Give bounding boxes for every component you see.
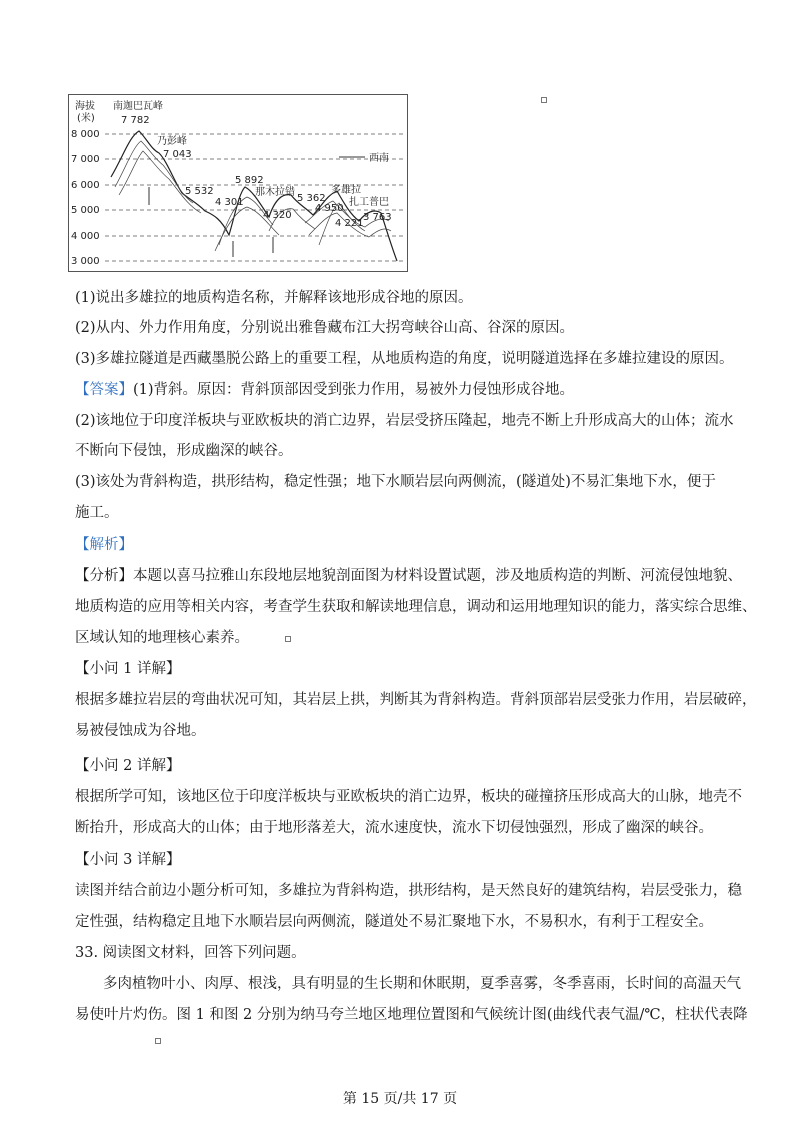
question-2: (2)从内、外力作用角度，分别说出雅鲁藏布江大拐弯峡谷山高、谷深的原因。 (75, 320, 575, 336)
analysis-intro-b: 地质构造的应用等相关内容，考查学生获取和解读地理信息，调动和运用地理知识的能力，落实综合思维、 (75, 599, 757, 615)
page-footer: 第 15 页/共 17 页 (342, 1091, 458, 1107)
subq1-text-b: 易被侵蚀成为谷地。 (75, 723, 206, 739)
question-33-title: 33. 阅读图文材料，回答下列问题。 (75, 945, 306, 961)
peak-elevation: 7 043 (163, 149, 192, 160)
elevation-label: 4 320 (263, 210, 292, 221)
answer-line-3b: 施工。 (75, 505, 119, 521)
place-label-namucuo: 那木拉错 (255, 187, 295, 198)
question-33-paragraph-a: 多肉植物叶小、肉厚、根浅，具有明显的生长期和休眠期，夏季喜雾，冬季喜雨，长时间的高温天气 (103, 976, 741, 992)
subq3-text-a: 读图并结合前边小题分析可知，多雄拉为背斜构造，拱形结构，是天然良好的建筑结构，岩层受张力，稳 (75, 883, 742, 899)
subq3-text-b: 定性强，结构稳定且地下水顺岩层向两侧流，隧道处不易汇聚地下水，不易积水，有利于工程安全。 (75, 914, 713, 930)
question-33-paragraph-b: 易使叶片灼伤。图 1 和图 2 分别为纳马夸兰地区地理位置图和气候统计图(曲线代表气温/℃，柱状代表降 (75, 1007, 748, 1023)
y-tick: 4 000 (71, 231, 100, 242)
subq1-text-a: 根据多雄拉岩层的弯曲状况可知，其岩层上拱，判断其为背斜构造。背斜顶部岩层受张力作用，岩层破碎， (75, 692, 757, 708)
analysis-intro-a: 【分析】本题以喜马拉雅山东段地层地貌剖面图为材料设置试题，涉及地质构造的判断、河流侵蚀地貌、 (75, 568, 742, 584)
place-label-duoxiongla: 多雄拉 (331, 185, 361, 196)
subq2-text-b: 断抬升，形成高大的山体；由于地形落差大，流水速度快，流水下切侵蚀强烈，形成了幽深的峡谷。 (75, 820, 713, 836)
peak-name: 南迦巴瓦峰 (113, 101, 163, 112)
question-1: (1)说出多雄拉的地质构造名称，并解释该地形成谷地的原因。 (75, 290, 473, 306)
decorative-square (155, 1038, 161, 1044)
answer-line-2a: (2)该地位于印度洋板块与亚欧板块的消亡边界，岩层受挤压隆起，地壳不断上升形成高大的山体；流水 (75, 413, 734, 429)
answer-line-1 (75, 380, 735, 400)
peak-elevation: 7 782 (121, 115, 150, 126)
direction-label: 西南 (369, 153, 389, 164)
elevation-label: 4 221 (335, 218, 364, 229)
answer-text: (1)背斜。原因：背斜顶部因受到张力作用，易被外力侵蚀形成谷地。 (133, 382, 575, 398)
y-tick: 5 000 (71, 205, 100, 216)
subq3-title: 【小问 3 详解】 (75, 852, 181, 868)
decorative-square (285, 636, 291, 642)
peak-name: 乃彭峰 (157, 136, 187, 147)
elevation-label: 4 950 (315, 203, 344, 214)
y-tick: 3 000 (71, 256, 100, 267)
analysis-tag: 【解析】 (75, 537, 133, 553)
cross-section-svg (69, 95, 409, 273)
axis-title-unit: (米) (77, 113, 95, 124)
answer-tag: 【答案】 (75, 382, 133, 398)
answer-line-3a: (3)该处为背斜构造，拱形结构，稳定性强；地下水顺岩层向两侧流，(隧道处)不易汇集地下水，便于 (75, 474, 716, 490)
cross-section-figure (68, 94, 408, 272)
question-3: (3)多雄拉隧道是西藏墨脱公路上的重要工程，从地质构造的角度，说明隧道选择在多雄拉建设的原因。 (75, 351, 734, 367)
analysis-intro-c: 区域认知的地理核心素养。 (75, 630, 249, 646)
place-label-zhagongpuba: 扎工普巴 (349, 197, 389, 208)
y-tick: 7 000 (71, 154, 100, 165)
answer-line-2b: 不断向下侵蚀，形成幽深的峡谷。 (75, 443, 293, 459)
subq2-title: 【小问 2 详解】 (75, 758, 181, 774)
elevation-label: 5 362 (297, 193, 326, 204)
elevation-label: 3 763 (363, 212, 392, 223)
elevation-label: 5 892 (235, 175, 264, 186)
elevation-label: 4 301 (215, 197, 244, 208)
y-tick: 6 000 (71, 180, 100, 191)
axis-title-elevation: 海拔 (75, 101, 95, 112)
decorative-square (541, 97, 547, 103)
subq1-title: 【小问 1 详解】 (75, 661, 181, 677)
elevation-label: 5 532 (185, 186, 214, 197)
subq2-text-a: 根据所学可知，该地区位于印度洋板块与亚欧板块的消亡边界，板块的碰撞挤压形成高大的山脉，地壳不 (75, 789, 742, 805)
y-tick: 8 000 (71, 129, 100, 140)
